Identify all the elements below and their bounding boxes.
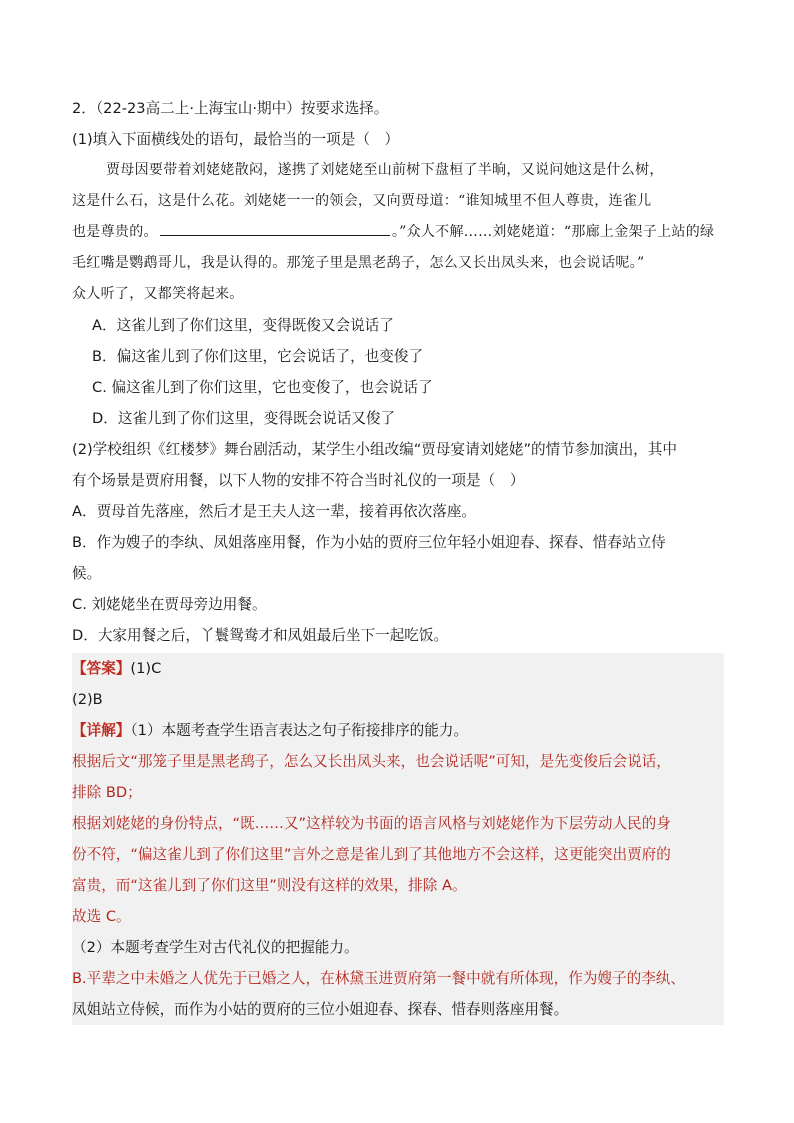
detail-line [72,715,724,746]
detail-text: 排除 BD； [72,784,142,801]
answer-label: 【答案】 [72,660,131,677]
option-c: C. 刘姥姥坐在贾母旁边用餐。 [72,596,267,613]
answer-explanation-block [72,653,724,1025]
passage-text: 也是尊贵的。 [72,224,158,240]
detail-text: 根据后文“那笼子里是黑老鸹子，怎么又长出凤头来，也会说话呢”可知，是先变俊后会说话， [72,753,671,770]
part1-options [72,310,724,434]
detail-text: 份不符，“偏这雀儿到了你们这里”言外之意是雀儿到了其他地方不会这样，这更能突出贾府的 [72,846,671,863]
option-c: C. 偏这雀儿到了你们这里，它也变俊了，也会说话了 [92,379,433,396]
detail-text: B.平辈之中未婚之人优先于已婚之人，在林黛玉进贾府第一餐中就有所体现，作为嫂子的李纨、 [72,970,685,987]
option-b-continued: 候。 [72,565,102,582]
detail-text: 故选 C。 [72,908,131,925]
question-content [72,93,724,1025]
part2-prompt: 有个场景是贾府用餐，以下人物的安排不符合当时礼仪的一项是（ ） [72,472,525,489]
passage-line: 这是什么石，这是什么花。刘姥姥一一的领会，又向贾母道：“谁知城里不但人尊贵，连雀儿 [72,193,652,209]
option-a: A．贾母首先落座，然后才是王夫人这一辈，接着再依次落座。 [72,503,477,520]
answer-part2: (2)B [72,691,103,708]
passage-line: 贾母因要带着刘姥姥散闷，遂携了刘姥姥至山前树下盘桓了半晌，又说问她这是什么树， [106,162,664,178]
option-d: D．大家用餐之后，丫鬟鸳鸯才和凤姐最后坐下一起吃饭。 [72,627,449,644]
detail-label: 【详解】 [72,722,131,739]
part2-prompt: (2)学校组织《红楼梦》舞台剧活动，某学生小组改编“贾母宴请刘姥姥”的情节参加演出，其中 [72,441,677,458]
detail-text: （1）本题考查学生语言表达之句子衔接排序的能力。 [130,722,469,739]
reading-passage [72,155,724,310]
fill-in-blank [160,221,390,236]
detail-text: （2）本题考查学生对古代礼仪的把握能力。 [72,939,359,956]
answer-line [72,653,724,684]
part1-prompt: (1)填入下面横线处的语句，最恰当的一项是（ ） [72,131,400,148]
passage-line: 毛红嘴是鹦鹉哥儿，我是认得的。那笼子里是黑老鸹子，怎么又长出凤头来，也会说话呢。” [72,255,645,271]
option-b: B．偏这雀儿到了你们这里，它会说话了，也变俊了 [92,348,424,365]
detail-text: 凤姐站立侍候，而作为小姑的贾府的三位小姐迎春、探春、惜春则落座用餐。 [72,1001,569,1018]
option-a: A．这雀儿到了你们这里，变得既俊又会说话了 [92,317,394,334]
detail-text: 富贵，而“这雀儿到了你们这里”则没有这样的效果，排除 A。 [72,877,467,894]
option-d: D．这雀儿到了你们这里，变得既会说话又俊了 [92,410,396,427]
part2-options [72,496,724,651]
passage-text: 。”众人不解……刘姥姥道：“那廊上金架子上站的绿 [391,224,715,240]
question-header: 2．（22-23高二上·上海宝山·期中）按要求选择。 [72,100,389,117]
passage-line: 众人听了，又都笑将起来。 [72,286,244,302]
answer-part1: (1)C [130,660,162,677]
detail-text: 根据刘姥姥的身份特点，“既……又”这样较为书面的语言风格与刘姥姥作为下层劳动人民的身 [72,815,671,832]
passage-line-with-blank [72,217,724,248]
option-b: B．作为嫂子的李纨、凤姐落座用餐，作为小姑的贾府三位年轻小姐迎春、探春、惜春站立侍 [72,534,666,551]
